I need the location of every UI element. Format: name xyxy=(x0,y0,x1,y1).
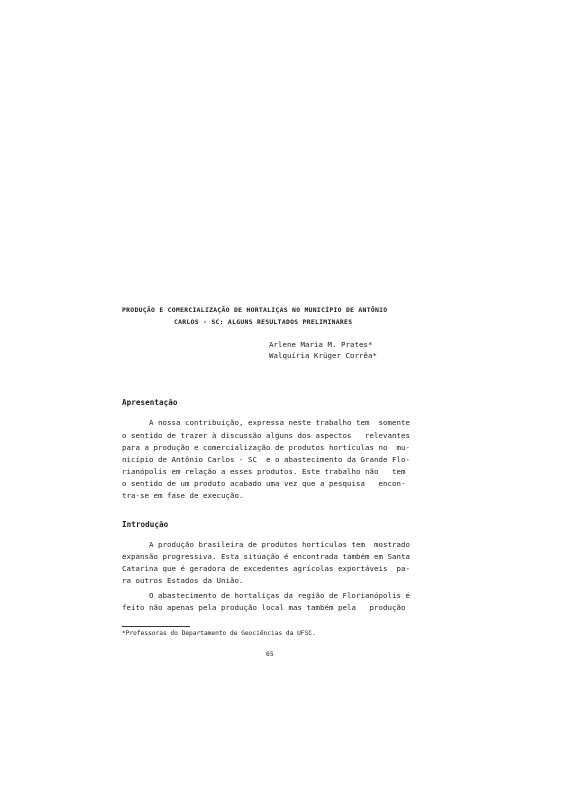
paragraph-line: o sentido de trazer à discussão alguns dos aspectos relevantes xyxy=(122,431,410,440)
paragraph-line: A nossa contribuição, expressa neste trabalho tem somente xyxy=(149,418,410,427)
title-line-1: PRODUÇÃO E COMERCIALIZAÇÃO DE HORTALIÇAS NO MUNICÍPIO DE ANTÔNIO xyxy=(122,306,388,314)
section-heading-apresentacao: Apresentação xyxy=(122,398,178,407)
author-2: Walquíria Krüger Corrêa* xyxy=(269,351,377,360)
paragraph-line: nicípio de Antônio Carlos - SC e o abastecimento da Grande Flo- xyxy=(122,455,410,464)
paragraph-line: ra outros Estados da União. xyxy=(122,576,244,585)
section-heading-introducao: Introdução xyxy=(122,520,169,529)
author-1: Arlene Maria M. Prates* xyxy=(269,340,373,349)
paragraph-line: o sentido de um produto acabado uma vez que a pesquisa encon- xyxy=(122,479,406,488)
footnote-divider xyxy=(122,626,190,627)
paragraph-line: O abastecimento de hortaliças da região de Florianópolis é xyxy=(149,591,410,600)
paragraph-line: expansão progressiva. Esta situação é encontrada também em Santa xyxy=(122,552,410,561)
paragraph-line: feito não apenas pela produção local mas também pela produção xyxy=(122,603,406,612)
paragraph-line: Catarina que é geradora de excedentes agrícolas exportáveis pa- xyxy=(122,564,410,573)
footnote: *Professoras do Departamento de Geociências da UFSC. xyxy=(122,630,316,637)
page-number: 65 xyxy=(266,650,274,658)
title-line-2: CARLOS - SC: ALGUNS RESULTADOS PRELIMINARES xyxy=(174,318,353,326)
paragraph-line: para a produção e comercialização de produtos hortículas no mu- xyxy=(122,443,410,452)
paragraph-line: rianópolis em relação a esses produtos. Este trabalho não tem xyxy=(122,467,406,476)
paragraph-line: tra-se em fase de execução. xyxy=(122,491,244,500)
paragraph-line: A produção brasileira de produtos hortículas tem mostrado xyxy=(149,540,410,549)
